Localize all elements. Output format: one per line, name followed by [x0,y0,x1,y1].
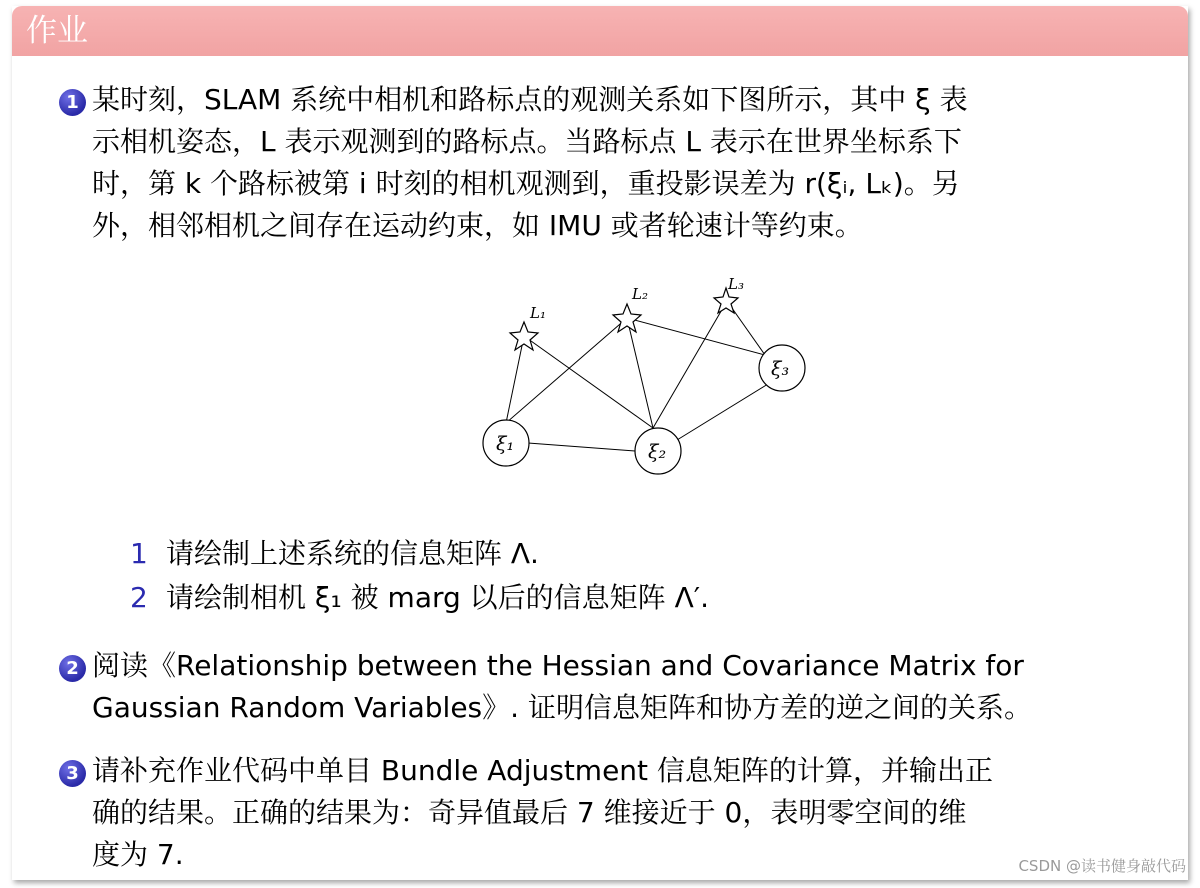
camera-xi2-label: ξ₂ [648,441,667,463]
landmark-l1-star [510,322,538,350]
landmark-l2-star [613,304,641,332]
edge-l2-xi2 [627,318,653,428]
item-3-text [92,750,993,876]
bullet-3: 3 [59,760,86,787]
subitem-2 [130,581,709,615]
edge-l1-xi2 [524,336,653,428]
landmark-l2-label: L₂ [632,285,648,303]
item-1-line-3: 时，第 k 个路标被第 i 时刻的相机观测到，重投影误差为 r(ξᵢ, Lₖ)。另 [92,167,960,200]
subitem-1-text: 请绘制上述系统的信息矩阵 Λ. [166,537,539,570]
item-2-line-1: 阅读《Relationship between the Hessian and Covariance Matrix for [92,649,1024,682]
subitem-1-number: 1 [130,537,148,570]
watermark: CSDN @读书健身敲代码 [1018,857,1186,875]
item-1-line-4: 外，相邻相机之间存在运动约束，如 IMU 或者轮速计等约束。 [92,209,863,242]
item-3-line-3: 度为 7. [92,838,184,871]
item-1-line-2: 示相机姿态，L 表示观测到的路标点。当路标点 L 表示在世界坐标系下 [92,125,962,158]
camera-xi3-label: ξ₃ [771,358,790,380]
item-2-line-2: Gaussian Random Variables》. 证明信息矩阵和协方差的逆之间的关系。 [92,691,1032,724]
landmark-l1-label: L₁ [530,304,546,322]
slide-title: 作业 [26,13,88,49]
subitem-2-number: 2 [130,581,148,614]
edge-l3-xi2 [653,301,727,428]
item-2-text [92,645,1032,729]
edge-xi2-xi3 [677,384,768,440]
edge-xi1-xi2 [528,443,635,451]
item-3-line-2: 确的结果。正确的结果为：奇异值最后 7 维接近于 0，表明零空间的维 [92,796,967,829]
graph-edges [506,301,768,451]
item-1-line-1: 某时刻，SLAM 系统中相机和路标点的观测关系如下图所示，其中 ξ 表 [92,83,968,116]
bullet-1: 1 [59,89,86,116]
item-3-line-1: 请补充作业代码中单目 Bundle Adjustment 信息矩阵的计算，并输出正 [92,754,993,787]
bullet-2: 2 [59,655,86,682]
subitem-2-text: 请绘制相机 ξ₁ 被 marg 以后的信息矩阵 Λ′. [166,581,709,614]
edge-l2-xi3 [627,318,765,355]
landmark-l3-label: L₃ [728,275,744,293]
subitem-1 [130,537,539,571]
camera-xi1-label: ξ₁ [496,433,515,455]
